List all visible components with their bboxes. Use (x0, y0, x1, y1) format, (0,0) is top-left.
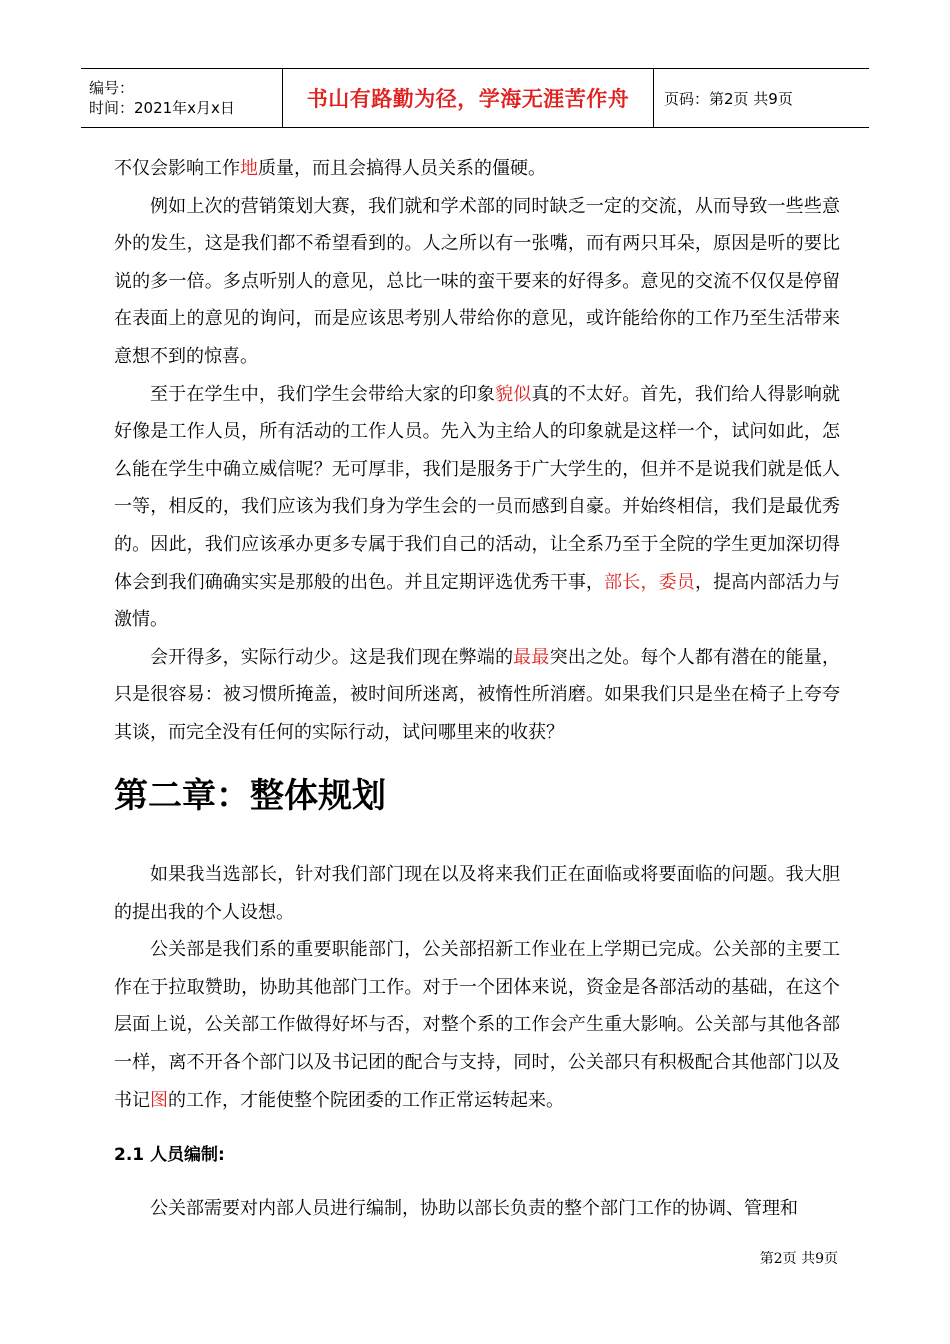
header-motto: 书山有路勤为径，学海无涯苦作舟 (283, 69, 654, 127)
time-label: 时间：2021年x月x日 (89, 99, 235, 117)
highlight-text: 部长，委员 (604, 571, 695, 593)
text-run: 不仅会影响工作 (114, 158, 240, 179)
chapter-title: 第二章：整体规划 (114, 776, 386, 816)
text-run: 会开得多，实际行动少。这是我们现在弊端的 (150, 646, 514, 668)
page-header (81, 68, 869, 128)
text-run: 的工作，才能使整个院团委的工作正常运转起来。 (168, 1089, 564, 1111)
text-run: 突出之处。每个人都有潜在的能量，只是很容易：被习惯所掩盖，被时间所迷离，被惰性所消磨。如果我们只是坐在椅子上夸夸其谈，而完全没有任何的实际行动，试问哪里来的收获？ (114, 646, 841, 743)
text-run: 真的不太好。首先，我们给人得影响就好像是工作人员，所有活动的工作人员。先入为主给人的印象就是这样一个，试问如此，怎么能在学生中确立威信呢？无可厚非，我们是服务于广大学生的，但并不是说我们就是低人一等，相反的，我们应该为我们身为学生会的一员而感到自豪。并始终相信，我们是最优秀的。因此，我们应该承办更多专属于我们自己的活动，让全系乃至于全院的学生更加深切得体会到我们确确实实是那般的出色。并且定期评选优秀干事， (114, 383, 841, 593)
page-footer: 第2页 共9页 (759, 1251, 838, 1267)
paragraph-4 (114, 639, 840, 752)
text-run: ，提高内部活力与激情。 (114, 571, 841, 631)
header-page-label: 页码：第2页 共9页 (664, 89, 793, 108)
text-run: 至于在学生中，我们学生会带给大家的印象 (150, 383, 496, 405)
section-title: 2.1 人员编制: (114, 1145, 225, 1165)
body-section-2 (114, 856, 840, 1119)
body-section-3 (114, 1190, 840, 1228)
body-section-1 (114, 150, 840, 752)
paragraph-5: 如果我当选部长，针对我们部门现在以及将来我们正在面临或将要面临的问题。我大胆的提出我的个人设想。 (114, 864, 840, 923)
header-meta (81, 69, 283, 127)
highlight-text: 图 (150, 1089, 168, 1111)
paragraph-1 (114, 150, 840, 188)
highlight-text: 最最 (513, 646, 550, 668)
paragraph-3 (114, 376, 840, 639)
paragraph-2: 例如上次的营销策划大赛，我们就和学术部的同时缺乏一定的交流，从而导致一些些意外的发生，这是我们都不希望看到的。人之所以有一张嘴，而有两只耳朵，原因是听的要比说的多一倍。多点听别人的意见，总比一味的蛮干要来的好得多。意见的交流不仅仅是停留在表面上的意见的询问，而是应该思考别人带给你的意见，或许能给你的工作乃至生活带来意想不到的惊喜。 (114, 195, 840, 367)
paragraph-7: 公关部需要对内部人员进行编制，协助以部长负责的整个部门工作的协调、管理和 (150, 1198, 798, 1219)
highlight-text: 地 (240, 158, 258, 179)
paragraph-6 (114, 931, 840, 1119)
text-run: 质量，而且会搞得人员关系的僵硬。 (258, 158, 546, 179)
highlight-text: 貌似 (495, 383, 532, 405)
text-run: 公关部是我们系的重要职能部门，公关部招新工作业在上学期已完成。公关部的主要工作在于拉取赞助，协助其他部门工作。对于一个团体来说，资金是各部活动的基础，在这个层面上说，公关部工作做得好坏与否，对整个系的工作会产生重大影响。公关部与其他各部一样，离不开各个部门以及书记团的配合与支持，同时，公关部只有积极配合其他部门以及书记 (114, 939, 840, 1111)
code-label: 编号： (89, 79, 135, 97)
